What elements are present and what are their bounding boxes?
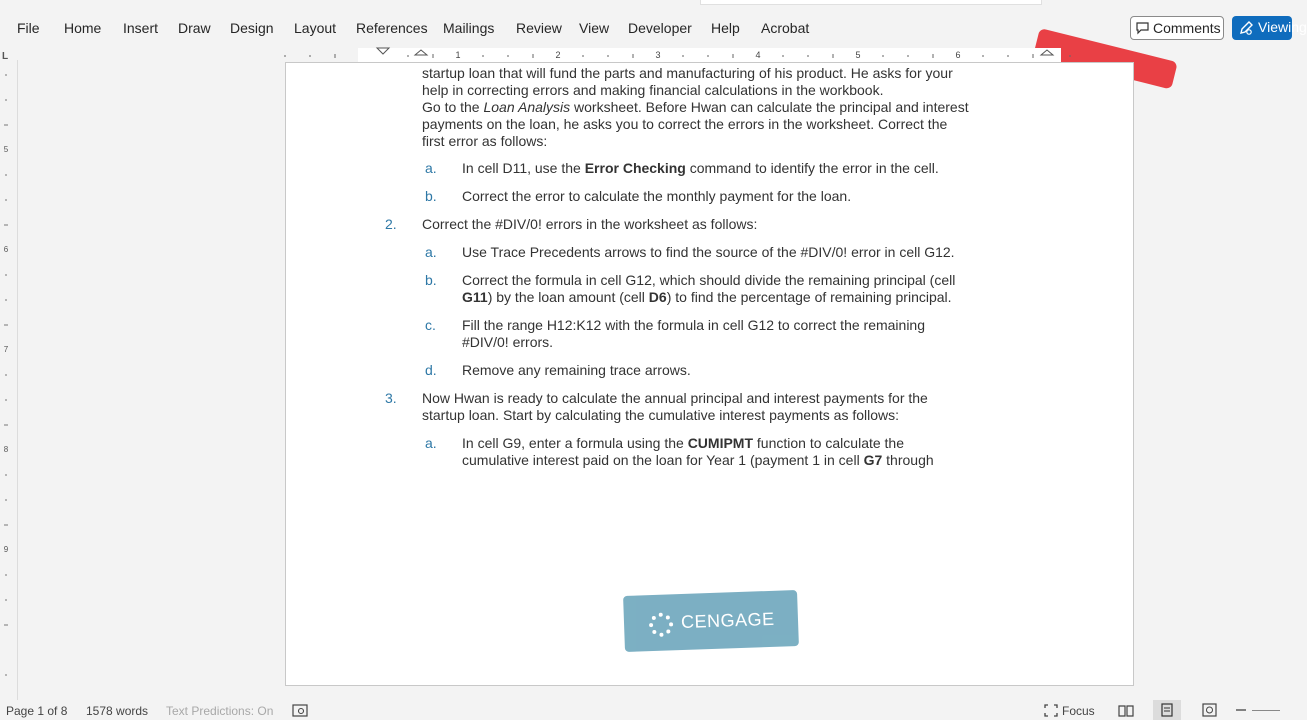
focus-icon	[1044, 704, 1058, 717]
step-2a-letter: a.	[425, 244, 437, 260]
step-3a-line-2: cumulative interest paid on the loan for Year 1 (payment 1 in cell G7 through	[462, 452, 934, 468]
step-2b-line-2: G11) by the loan amount (cell D6) to find the percentage of remaining principal.	[462, 289, 952, 305]
step-2a-text: Use Trace Precedents arrows to find the source of the #DIV/0! error in cell G12.	[462, 244, 955, 260]
menu-mailings[interactable]: Mailings	[443, 20, 495, 36]
print-layout-button[interactable]	[1153, 700, 1181, 720]
accessibility-icon[interactable]	[292, 704, 308, 717]
step-2d-text: Remove any remaining trace arrows.	[462, 362, 691, 378]
menu-home[interactable]: Home	[64, 20, 102, 36]
vruler-mark-5: 5	[3, 145, 9, 154]
menu-layout[interactable]: Layout	[294, 20, 337, 36]
menu-view[interactable]: View	[579, 20, 610, 36]
vruler-mark-6: 6	[3, 245, 9, 254]
text-predictions-status[interactable]: Text Predictions: On	[166, 704, 274, 718]
ruler-mark-5: 5	[855, 50, 861, 60]
step-1b-letter: b.	[425, 188, 437, 204]
comments-button[interactable]	[1130, 16, 1224, 40]
horizontal-ruler[interactable]	[285, 48, 1080, 62]
go-to-line-3: first error as follows:	[422, 133, 548, 149]
go-to-line-1: Go to the Loan Analysis worksheet. Before Hwan can calculate the principal and interest	[422, 99, 969, 115]
ruler-mark-4: 4	[755, 50, 761, 60]
vruler-mark-9: 9	[3, 545, 9, 554]
step-2d-letter: d.	[425, 362, 437, 378]
print-layout-icon	[1161, 703, 1173, 717]
document-page[interactable]	[285, 62, 1134, 686]
intro-line-1: startup loan that will fund the parts and manufacturing of his product. He asks for your	[422, 65, 953, 81]
status-bar	[0, 700, 1280, 720]
menu-acrobat[interactable]: Acrobat	[761, 20, 810, 36]
step-2c-line-2: #DIV/0! errors.	[462, 334, 554, 350]
viewing-label: Viewing	[1258, 19, 1307, 35]
ruler-divider	[17, 60, 18, 700]
word-count[interactable]: 1578 words	[86, 704, 149, 718]
cengage-wordmark: CENGAGE	[680, 608, 775, 633]
step-2b-line-1: Correct the formula in cell G12, which should divide the remaining principal (cell	[462, 272, 956, 288]
tab-selector[interactable]: L	[2, 51, 9, 62]
step-3a-line-1: In cell G9, enter a formula using the CUMIPMT function to calculate the	[462, 435, 905, 451]
ruler-mark-3: 3	[655, 50, 661, 60]
go-to-line-2: payments on the loan, he asks you to correct the errors in the worksheet. Correct the	[422, 116, 948, 132]
step-3-line-2: startup loan. Start by calculating the cumulative interest payments as follows:	[422, 407, 900, 423]
comments-label: Comments	[1153, 20, 1221, 36]
intro-line-2: help in correcting errors and making financial calculations in the workbook.	[422, 82, 884, 98]
step-2-number: 2.	[385, 216, 397, 232]
vruler-mark-8: 8	[3, 445, 9, 454]
ruler-mark-2: 2	[555, 50, 561, 60]
ruler-mark-1: 1	[455, 50, 461, 60]
pen-view-icon	[1238, 20, 1254, 36]
menu-design[interactable]: Design	[230, 20, 274, 36]
menu-references[interactable]: References	[356, 20, 428, 36]
read-mode-icon[interactable]	[1118, 704, 1134, 717]
step-3a-letter: a.	[425, 435, 437, 451]
step-2c-line-1: Fill the range H12:K12 with the formula in cell G12 to correct the remaining	[462, 317, 926, 333]
sheet-name: Loan Analysis	[483, 99, 571, 115]
vertical-ruler	[0, 60, 12, 700]
search-box-edge[interactable]	[700, 0, 1042, 5]
vruler-mark-7: 7	[3, 345, 9, 354]
focus-mode-button[interactable]: Focus	[1062, 704, 1095, 718]
comment-icon	[1136, 22, 1149, 34]
step-1a-letter: a.	[425, 160, 437, 176]
step-3-number: 3.	[385, 390, 397, 406]
menu-insert[interactable]: Insert	[123, 20, 159, 36]
cengage-watermark	[623, 590, 799, 652]
page-count[interactable]: Page 1 of 8	[6, 704, 68, 718]
step-3-line-1: Now Hwan is ready to calculate the annual principal and interest payments for the	[422, 390, 928, 406]
step-2-text: Correct the #DIV/0! errors in the worksheet as follows:	[422, 216, 758, 232]
step-2c-letter: c.	[425, 317, 436, 333]
viewing-mode-button[interactable]	[1232, 16, 1307, 40]
menu-draw[interactable]: Draw	[178, 20, 211, 36]
step-1b-text: Correct the error to calculate the monthly payment for the loan.	[462, 188, 852, 204]
menu-file[interactable]: File	[17, 20, 40, 36]
menu-help[interactable]: Help	[711, 20, 740, 36]
ruler-mark-6: 6	[955, 50, 961, 60]
zoom-slider[interactable]	[1252, 710, 1280, 711]
web-layout-icon[interactable]	[1202, 703, 1217, 717]
step-1a-text: In cell D11, use the Error Checking command to identify the error in the cell.	[462, 160, 939, 176]
menu-developer[interactable]: Developer	[628, 20, 692, 36]
step-2b-letter: b.	[425, 272, 437, 288]
zoom-out-icon[interactable]	[1236, 709, 1246, 711]
cengage-logo-icon	[648, 611, 675, 638]
menu-review[interactable]: Review	[516, 20, 562, 36]
